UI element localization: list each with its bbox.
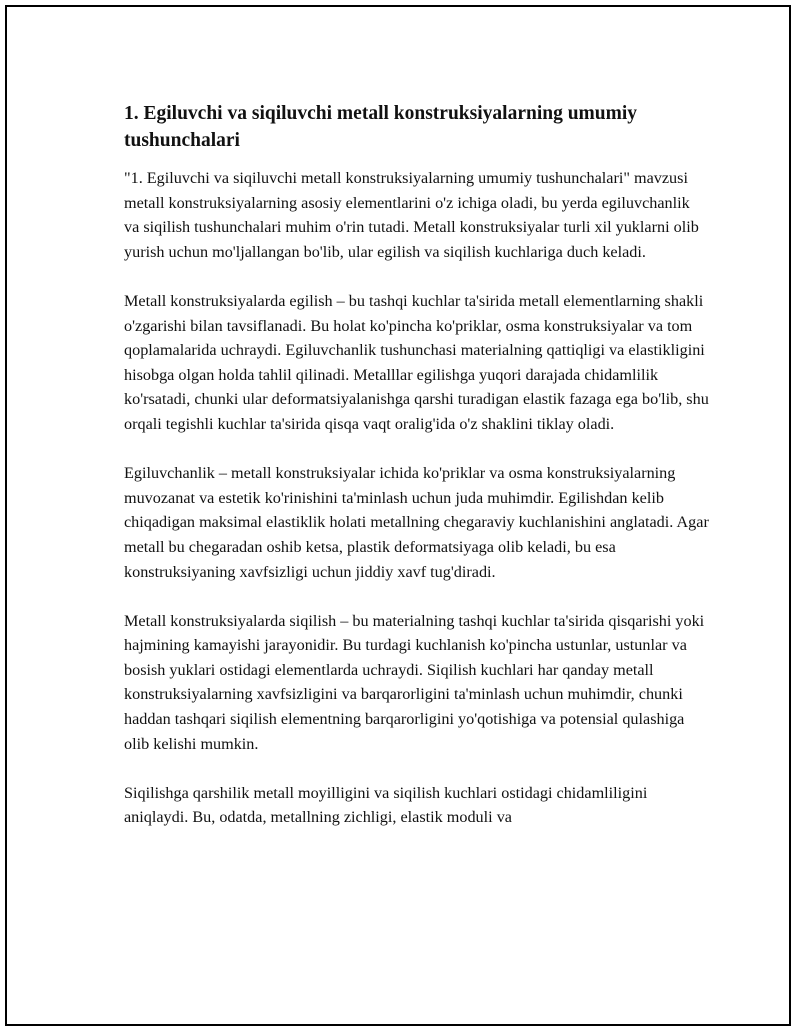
document-title: 1. Egiluvchi va siqiluvchi metall konstruksiyalarning umumiy tushunchalari	[124, 103, 638, 151]
paragraph-3: Egiluvchanlik – metall konstruksiyalar ichida ko'priklar va osma konstruksiyalarning muvozanat va estetik ko'rinishini ta'minlash uchun juda muhimdir. Egilishdan kelib chiqadigan maksimal elastiklik holati metallning chegaraviy kuchlanishini anglatadi. Agar metall bu chegaradan oshib ketsa, plastik deformatsiyaga olib keladi, bu esa konstruksiyaning xavfsizligi uchun jiddiy xavf tug'diradi.	[124, 464, 709, 581]
paragraph-4: Metall konstruksiyalarda siqilish – bu materialning tashqi kuchlar ta'sirida qisqarishi yoki hajmining kamayishi jarayonidir. Bu turdagi kuchlanish ko'pincha ustunlar, ustunlar va bosish yuklari ostidagi elementlarda uchraydi. Siqilish kuchlari har qanday metall konstruksiyalarning xavfsizligini va barqarorligini ta'minlash uchun muhimdir, chunki haddan tashqari siqilish elementning barqarorligini yo'qotishiga va potensial qulashiga olib kelishi mumkin.	[124, 611, 705, 753]
document-body	[124, 100, 709, 855]
paragraph-1: "1. Egiluvchi va siqiluvchi metall konstruksiyalarning umumiy tushunchalari" mavzusi metall konstruksiyalarning asosiy elementlarini o'z ichiga oladi, bu yerda egiluvchanlik va siqilish tushunchalari muhim o'rin tutadi. Metall konstruksiyalar turli xil yuklarni olib yurish uchun mo'ljallangan bo'lib, ular egilish va siqilish kuchlariga duch keladi.	[124, 169, 699, 261]
paragraph-5: Siqilishga qarshilik metall moyilligini va siqilish kuchlari ostidagi chidamliligini aniqlaydi. Bu, odatda, metallning zichligi, elastik moduli va	[124, 783, 648, 827]
paragraph-2: Metall konstruksiyalarda egilish – bu tashqi kuchlar ta'sirida metall elementlarning shakli o'zgarishi bilan tavsiflanadi. Bu holat ko'pincha ko'priklar, osma konstruksiyalar va tom qoplamalarida uchraydi. Egiluvchanlik tushunchasi materialning qattiqligi va elastikligini hisobga olgan holda tahlil qilinadi. Metalllar egilishga yuqori darajada chidamlilik ko'rsatadi, chunki ular deformatsiyalanishga qarshi turadigan elastik fazaga ega bo'lib, shu orqali tegishli kuchlar ta'sirida qisqa vaqt oralig'ida o'z shaklini tiklay oladi.	[124, 291, 709, 433]
page-frame	[5, 5, 791, 1026]
